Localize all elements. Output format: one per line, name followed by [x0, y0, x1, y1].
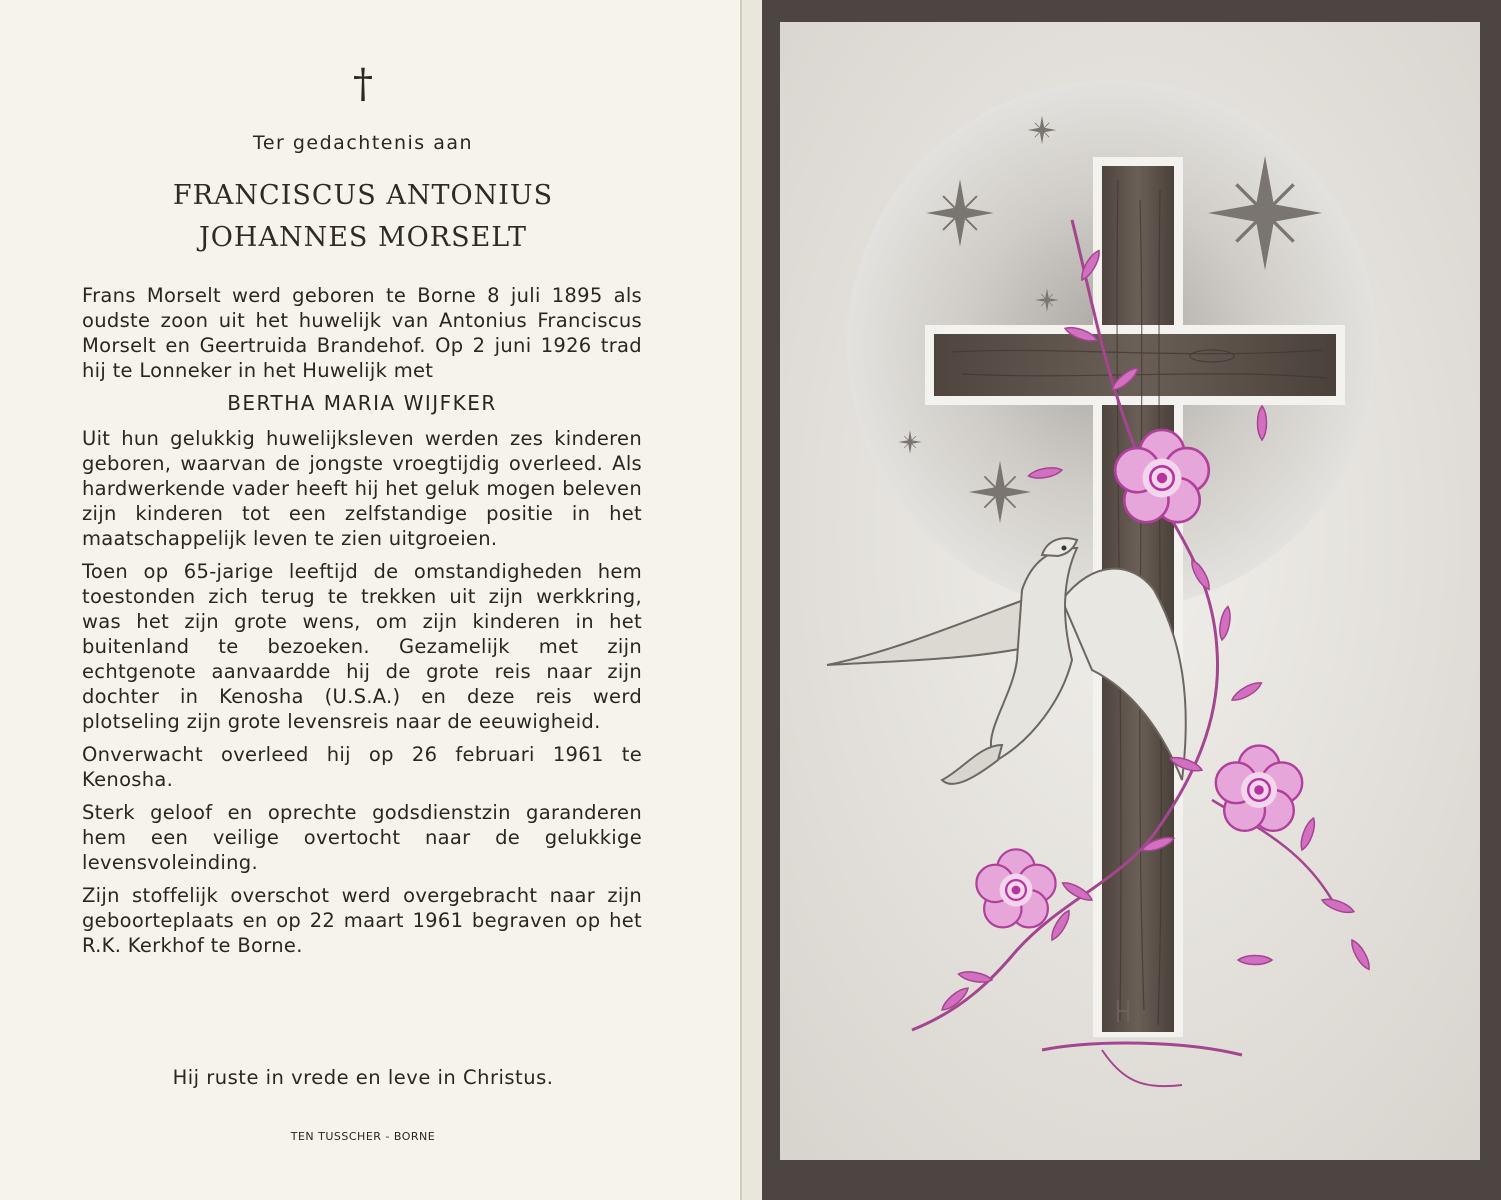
closing-prayer: Hij ruste in vrede en leve in Christus.	[172, 1066, 554, 1089]
biography	[82, 283, 642, 966]
illustration-card	[762, 0, 1501, 1200]
biography-paragraph-family: Uit hun gelukkig huwelijksleven werden zes kinderen geboren, waarvan de jongste vroegtijdig overleed. Als hardwerkende vader heeft hij het geluk mogen beleven zijn kinderen tot een zelfstandige positie in het maatschappelijk leven te zien uitgroeien.	[82, 427, 642, 550]
printer-mark: TEN TUSSCHER - BORNE	[290, 1130, 436, 1143]
deceased-name-line-2: JOHANNES MORSELT	[198, 222, 528, 253]
biography-paragraph-death: Onverwacht overleed hij op 26 februari 1961 te Kenosha.	[82, 743, 642, 791]
illustration	[762, 0, 1501, 1200]
biography-paragraph-birth: Frans Morselt werd geboren te Borne 8 juli 1895 als oudste zoon uit het huwelijk van Antonius Franciscus Morselt en Geertruida Brandehof. Op 2 juni 1926 trad hij te Lonneker in het Huwelijk met	[82, 284, 642, 382]
biography-paragraph-faith: Sterk geloof en oprechte godsdienstzin garanderen hem een veilige overtocht naar de gelukkige levensvoleinding.	[82, 801, 642, 874]
biography-paragraph-burial: Zijn stoffelijk overschot werd overgebracht naar zijn geboorteplaats en op 22 maart 1961 begraven op het R.K. Kerkhof te Borne.	[82, 884, 642, 957]
spouse-name: BERTHA MARIA WIJFKER	[227, 391, 497, 415]
biography-paragraph-journey: Toen op 65-jarige leeftijd de omstandigheden hem toestonden zich terug te trekken uit zijn werkkring, was het zijn grote wens, om zijn kinderen in het buitenland te bezoeken. Gezamelijk met zijn echtgenote aanvaardde hij de grote reis naar zijn dochter in Kenosha (U.S.A.) en deze reis werd plotseling zijn grote levensreis naar de eeuwigheid.	[82, 560, 642, 733]
cross-symbol: †	[353, 61, 373, 107]
deceased-name-line-1: FRANCISCUS ANTONIUS	[172, 180, 554, 211]
intro-text: Ter gedachtenis aan	[252, 132, 474, 154]
memorial-text-card	[0, 0, 742, 1200]
